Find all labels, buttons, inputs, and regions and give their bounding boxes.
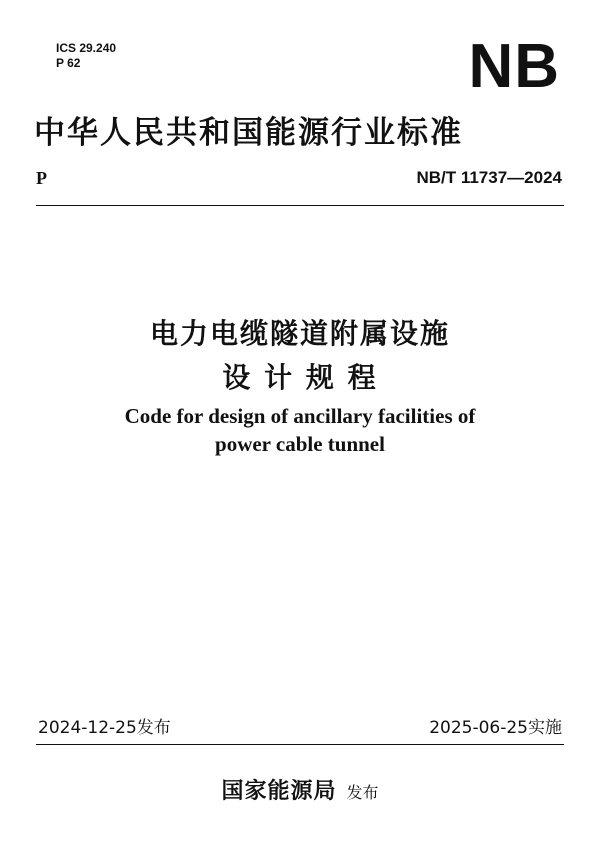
- chinese-title-line-2: 设 计 规 程: [222, 361, 378, 394]
- ccs-code: P 62: [56, 56, 81, 70]
- chinese-title-line-1: 电力电缆隧道附属设施: [149, 317, 450, 350]
- english-title-line-1: Code for design of ancillary facilities of: [124, 404, 476, 428]
- bottom-divider: [36, 744, 564, 745]
- top-divider: [36, 205, 564, 206]
- english-title-line-2: power cable tunnel: [215, 432, 385, 456]
- standard-number: NB/T 11737—2024: [416, 168, 562, 187]
- standard-type-heading: 中华人民共和国能源行业标准: [34, 115, 463, 151]
- classification-codes: [56, 41, 116, 71]
- publish-label: 发布: [346, 783, 379, 802]
- issuer-line: [0, 774, 600, 805]
- issuing-authority: 国家能源局: [221, 779, 337, 804]
- nb-logo: NB: [468, 32, 560, 101]
- implementation-date: 2025-06-25实施: [429, 718, 562, 738]
- issue-date: 2024-12-25发布: [38, 718, 171, 738]
- ics-code: ICS 29.240: [56, 41, 117, 55]
- english-title: [0, 402, 600, 458]
- chinese-title: [0, 312, 600, 400]
- category-letter: P: [36, 168, 47, 188]
